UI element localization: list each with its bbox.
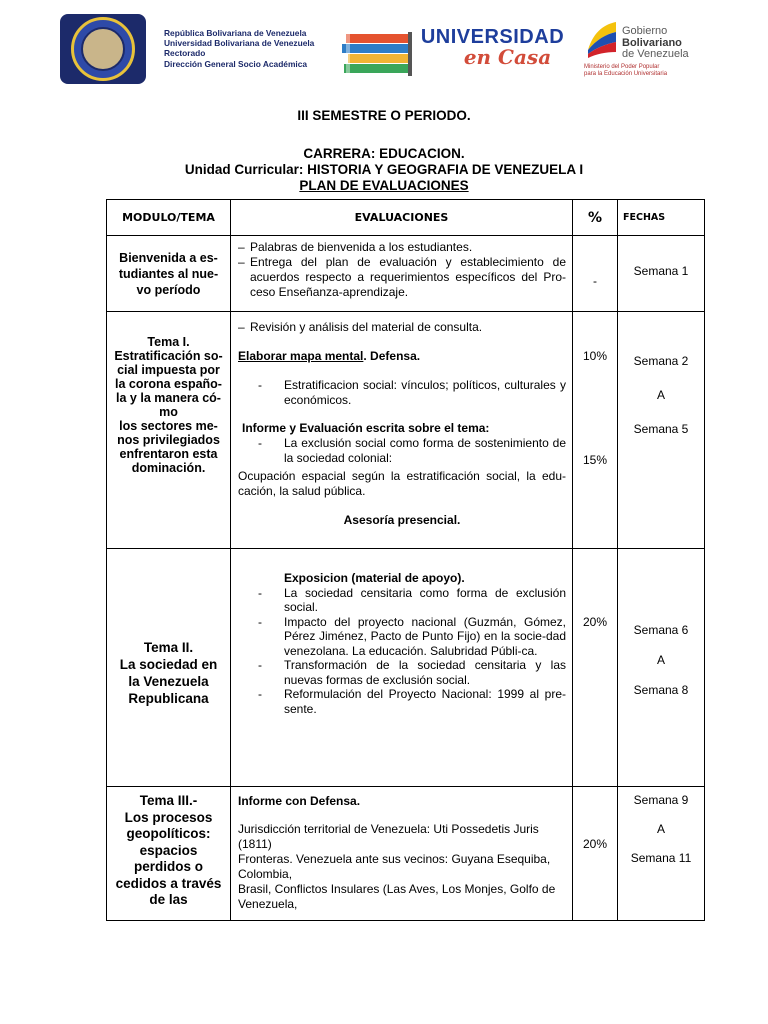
header-modulo: MODULO/TEMA [107,200,231,236]
tema-line: los sectores me- [119,419,218,433]
fecha-value: Semana 6 [633,623,689,637]
institution-text [164,28,314,69]
list-item: - Transformación de la sociedad censitaria y las nuevas formas de exclusión social. [238,658,566,687]
universidad-en-casa-logo [420,26,565,69]
percent-value: - [593,273,597,288]
gob-line2: Bolivariano [622,36,682,49]
career-block [0,146,768,194]
list-item: – Entrega del plan de evaluación y establecimiento de acuerdos respecto a requerimientos específicos del Pro-ceso Enseñanza-aprendizaje. [238,255,566,300]
evaluaciones-cell [231,787,573,921]
percent-value: 20% [582,837,608,851]
fecha-value: Semana 11 [630,851,692,865]
header-fechas: FECHAS [618,200,705,236]
percent-value: 20% [582,615,608,629]
gob-line1: Gobierno [622,25,668,37]
percent-cell [573,236,618,312]
asesoria-text: Asesoría presencial. [343,513,461,527]
tema-line: perdidos o [133,859,203,874]
seal-ring [71,17,135,81]
evaluation-list [238,240,566,300]
tema-line: cedidos a través [115,875,222,891]
table-row [107,787,705,921]
table-row [107,549,705,787]
tema-line: cial impuesta por [117,363,220,377]
conflictos-text: Brasil, Conflictos Insulares (Las Aves, Los Monjes, Golfo de Venezuela, [238,882,556,911]
tema-line: la Venezuela [128,673,209,689]
tema-line: la y la manera có- [116,391,221,405]
tema-cell [107,549,231,787]
tema-line: Tema I. [147,335,190,349]
tema-line: la corona españo- [115,377,222,391]
semester-title: III SEMESTRE O PERIODO. [297,108,471,123]
fecha-value: A [656,388,665,402]
gob-sub-line1: Ministerio del Poder Popular [584,64,660,70]
fecha-value: A [656,653,665,667]
informe-heading: Informe y Evaluación escrita sobre el tema: [242,421,490,435]
percent-cell [573,787,618,921]
career-title: CARRERA: EDUCACION. [303,146,465,161]
unit-title: Unidad Curricular: HISTORIA Y GEOGRAFIA DE VENEZUELA I [184,162,584,177]
fecha-cell [618,236,705,312]
fecha-cell [618,312,705,549]
fecha-cell [618,787,705,921]
list-item: - La sociedad censitaria como forma de exclusión social. [238,586,566,615]
plan-title-text: PLAN DE EVALUACIONES [299,178,469,193]
tema-line: nos privilegiados [117,433,220,447]
evaluation-list [238,320,566,335]
gob-ministry-text [584,64,667,78]
list-item: – Palabras de bienvenida a los estudiantes. [238,240,566,255]
table-row [107,312,705,549]
header-evaluaciones: EVALUACIONES [231,200,573,236]
tema-text: Bienvenida a es-tudiantes al nue-vo período [118,250,219,297]
tema-line: espacios [139,842,198,858]
table-header-row [107,200,705,236]
sub-list [238,436,566,466]
gob-line3: de Venezuela [622,48,689,60]
fecha-value: Semana 8 [633,683,689,697]
fecha-value: Semana 1 [633,263,689,278]
seal-portrait [81,27,125,71]
percent-cell [573,312,618,549]
tema-line: dominación. [131,461,206,475]
fronteras-text: Fronteras. Venezuela ante sus vecinos: Guyana Esequiba, Colombia, [238,852,551,881]
tema-line: Republicana [128,690,209,706]
gob-logo-text [622,26,689,61]
sub-list [238,586,566,717]
tema-line: Tema III.- [139,793,198,808]
list-item: - Impacto del proyecto nacional (Guzmán, Gómez, Pérez Jiménez, Pacto de Punto Fijo) en la socie-dad venezolana. La educación. Salubridad Públi-ca. [238,615,566,659]
tema-cell [107,787,231,921]
fecha-value: Semana 9 [633,793,689,807]
ubv-seal-logo [60,14,146,84]
tema-line: Tema II. [143,639,194,655]
tema-cell [107,312,231,549]
header-percent: % [573,200,618,236]
evaluaciones-cell [231,549,573,787]
mapa-rest: . Defensa. [363,349,421,363]
ocupacion-text: Ocupación espacial según la estratificación social, la edu-cación, la salud pública. [238,469,566,498]
uec-logo-line2: en Casa [463,45,552,69]
sub-list [238,378,566,408]
list-item: - Estratificacion social: vínculos; políticos, culturales y económicos. [238,378,566,408]
institution-line: Dirección General Socio Académica [164,58,308,69]
evaluaciones-cell [231,312,573,549]
list-item: - La exclusión social como forma de sostenimiento de la sociedad colonial: [238,436,566,466]
institution-line: Rectorado [164,48,206,59]
tema-line: geopolíticos: [126,826,211,841]
fecha-value: A [656,822,665,836]
gobierno-bolivariano-logo [584,14,714,84]
mapa-line [238,349,566,364]
fecha-cell [618,549,705,787]
uec-logo-line1: UNIVERSIDAD [420,26,565,48]
percent-cell [573,549,618,787]
mapa-underlined: Elaborar mapa mental [238,349,364,363]
institution-line: República Bolivariana de Venezuela [164,28,307,38]
list-item: - Reformulación del Proyecto Nacional: 1999 al pre-sente. [238,687,566,716]
informe-heading: Informe con Defensa. [238,794,361,808]
jurisdiccion-text: Jurisdicción territorial de Venezuela: Uti Possedetis Juris (1811) [238,822,539,851]
tema-line: Estratificación so- [114,349,223,363]
tema-line: de las [149,892,188,907]
percent-value: 15% [582,453,608,467]
tema-line: mo [159,405,178,419]
institution-line: Universidad Bolivariana de Venezuela [164,38,315,49]
table-row [107,236,705,312]
fecha-value: Semana 5 [633,422,689,436]
exposicion-heading: Exposicion (material de apoyo). [284,571,465,585]
page-header [60,14,710,84]
fecha-value: Semana 2 [633,354,689,368]
list-item: – Revisión y análisis del material de consulta. [238,320,566,335]
venezuela-flag-icon [584,20,618,58]
gob-sub-line2: para la Educación Universitaria [584,71,668,77]
tema-line: enfrentaron esta [119,447,218,461]
tema-line: Los procesos [124,809,213,825]
tema-line: La sociedad en [119,656,218,672]
percent-value: 10% [582,349,608,363]
evaluation-plan-table [106,199,705,921]
plan-title [0,178,768,194]
tema-cell [107,236,231,312]
evaluaciones-cell [231,236,573,312]
